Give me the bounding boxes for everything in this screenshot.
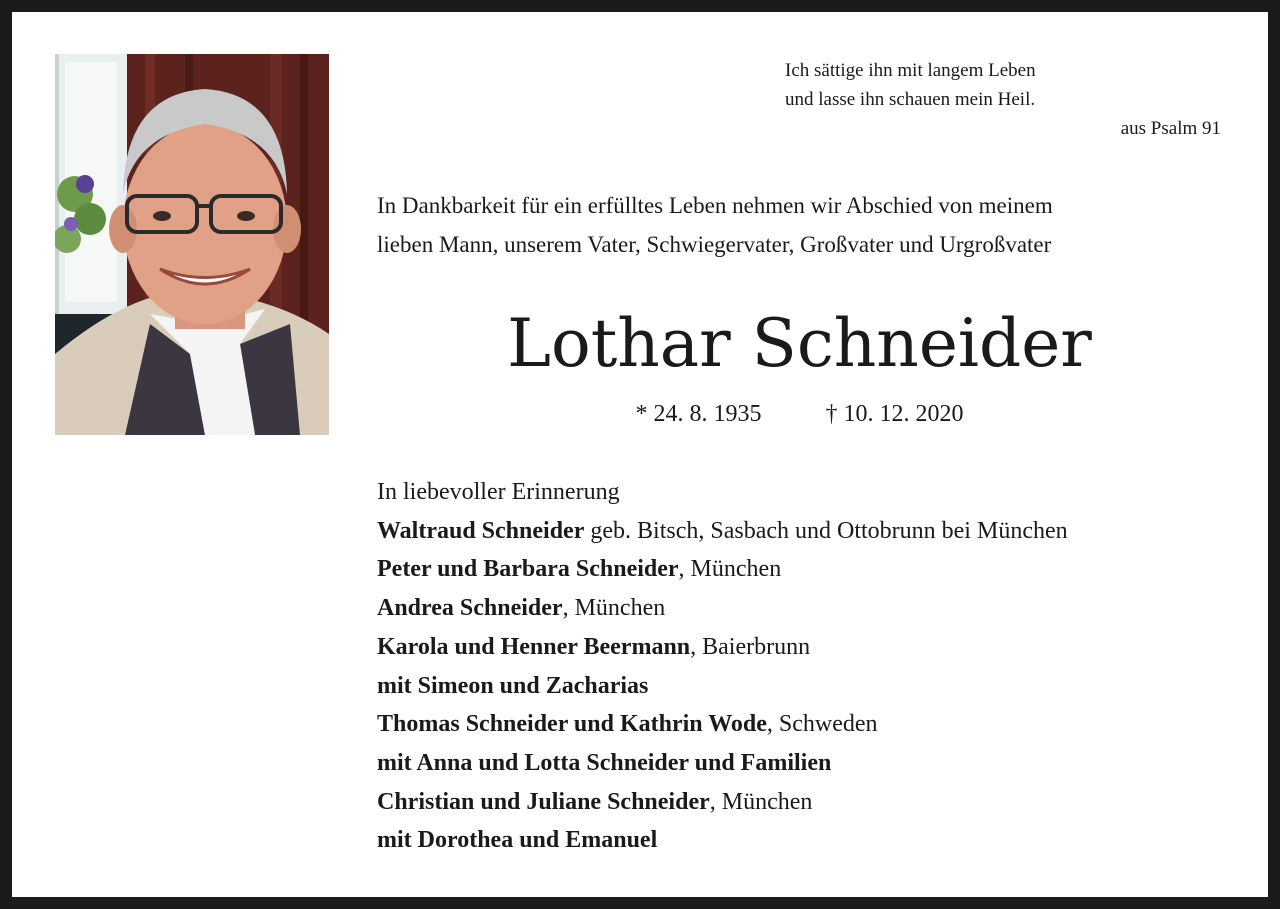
mourner-detail: geb. Bitsch, Sasbach und Ottobrunn bei München (584, 517, 1068, 544)
portrait-photo (55, 54, 329, 435)
mourner-row (377, 744, 1257, 783)
psalm-source: aus Psalm 91 (1120, 118, 1221, 139)
mourner-row (377, 821, 1257, 860)
mourners-list (377, 473, 1257, 860)
birth-date: * 24. 8. 1935 (635, 401, 762, 427)
intro-line-1: In Dankbarkeit für ein erfülltes Leben nehmen wir Abschied von meinem (377, 193, 1053, 218)
mourner-name: mit Dorothea und Emanuel (377, 827, 658, 854)
psalm-line-1: Ich sättige ihn mit langem Leben (785, 60, 1036, 81)
mourner-name: Peter und Barbara Schneider (377, 556, 679, 583)
mourner-name: mit Simeon und Zacharias (377, 672, 649, 699)
intro-line-2: lieben Mann, unserem Vater, Schwiegervater, Großvater und Urgroßvater (377, 232, 1052, 257)
mourner-detail: , München (678, 556, 782, 583)
psalm-verse (785, 56, 1221, 143)
mourner-name: Christian und Juliane Schneider (377, 788, 710, 815)
death-date: † 10. 12. 2020 (825, 401, 964, 427)
obituary-notice (12, 12, 1268, 897)
mourners-heading: In liebevoller Erinnerung (377, 479, 620, 505)
mourner-detail: , Schweden (766, 711, 878, 738)
mourner-name: Andrea Schneider (377, 595, 563, 622)
intro-text (377, 186, 1257, 264)
psalm-line-2: und lasse ihn schauen mein Heil. (785, 89, 1036, 110)
mourner-detail: , München (709, 788, 813, 815)
mourner-row (377, 589, 1257, 628)
mourner-name: Waltraud Schneider (377, 517, 585, 544)
mourner-name: Karola und Henner Beermann (377, 633, 691, 660)
life-dates (377, 397, 1222, 431)
mourner-name: mit Anna und Lotta Schneider und Familien (377, 749, 832, 776)
mourner-row (377, 512, 1257, 551)
mourner-row (377, 667, 1257, 706)
deceased-name: Lothar Schneider (507, 305, 1092, 382)
mourner-name: Thomas Schneider und Kathrin Wode (377, 711, 767, 738)
mourner-row (377, 705, 1257, 744)
mourner-row (377, 783, 1257, 822)
mourner-detail: , München (562, 595, 666, 622)
mourner-detail: , Baierbrunn (690, 633, 811, 660)
mourner-row (377, 550, 1257, 589)
mourner-row (377, 628, 1257, 667)
